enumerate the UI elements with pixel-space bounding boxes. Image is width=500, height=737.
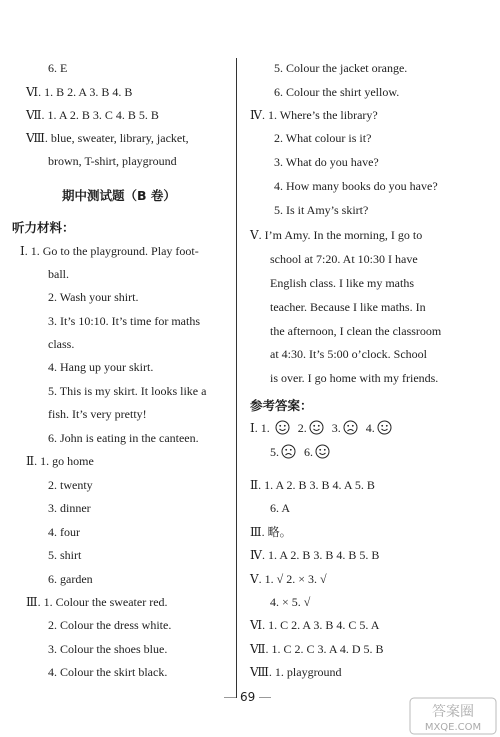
text-line-l22: 2. Colour the dress white. — [48, 618, 172, 632]
smiley-face-icon — [273, 421, 290, 435]
text-line-r19: Ⅴ. 1. √ 2. × 3. √ — [250, 572, 327, 586]
text-line-l24: 4. Colour the skirt black. — [48, 665, 168, 679]
face-answer — [270, 445, 296, 459]
text-line-l5: brown, T-shirt, playground — [48, 154, 177, 168]
text-line-r15: Ⅱ. 1. A 2. B 3. B 4. A 5. B — [250, 478, 375, 492]
text-line-l8: 2. Wash your shirt. — [48, 290, 139, 304]
faces-row-1 — [250, 420, 400, 435]
text-line-r21: Ⅵ. 1. C 2. A 3. B 4. C 5. A — [250, 618, 380, 632]
text-line-r23: Ⅷ. 1. playground — [250, 665, 342, 679]
face-answer — [298, 421, 324, 435]
text-line-l9: 3. It’s 10:10. It’s time for maths — [48, 314, 200, 328]
sad-face-icon — [279, 445, 296, 459]
text-line-l23: 3. Colour the shoes blue. — [48, 642, 168, 656]
face-number: 4. — [365, 421, 375, 435]
answers-heading: 参考答案： — [250, 398, 313, 413]
text-line-r17: Ⅲ. 略。 — [250, 525, 292, 539]
text-line-l6: Ⅰ. 1. Go to the playground. Play foot- — [20, 244, 199, 258]
text-line-l2: Ⅵ. 1. B 2. A 3. B 4. B — [26, 85, 133, 99]
text-line-r18: Ⅳ. 1. A 2. B 3. B 4. B 5. B — [250, 548, 380, 562]
page-number: 69 — [220, 690, 275, 704]
face-answer — [366, 421, 392, 435]
text-line-r6: 4. How many books do you have? — [274, 179, 438, 193]
text-line-l12: 5. This is my skirt. It looks like a — [48, 384, 207, 398]
text-line-l4: Ⅷ. blue, sweater, library, jacket, — [26, 131, 189, 145]
text-line-r20: 4. × 5. √ — [270, 595, 311, 609]
text-line-l15: Ⅱ. 1. go home — [26, 454, 94, 468]
text-line-r1: 5. Colour the jacket orange. — [274, 61, 408, 75]
text-line-r7: 5. Is it Amy’s skirt? — [274, 203, 369, 217]
svg-text:MXQE.COM: MXQE.COM — [424, 722, 482, 733]
svg-text:答案圈: 答案圈 — [432, 704, 474, 720]
face-number: 6. — [304, 445, 313, 459]
face-number: 2. — [297, 421, 307, 435]
text-line-r5: 3. What do you have? — [274, 155, 379, 169]
text-line-r3: Ⅳ. 1. Where’s the library? — [250, 108, 378, 122]
face-answer — [332, 421, 358, 435]
text-line-l11: 4. Hang up your skirt. — [48, 360, 154, 374]
text-line-l20: 6. garden — [48, 572, 93, 586]
faces-row-1-label: Ⅰ. 1. — [250, 421, 270, 435]
text-line-l18: 4. four — [48, 525, 80, 539]
text-line-r13: at 4:30. It’s 5:00 o’clock. School — [270, 347, 427, 361]
listening-heading: 听力材料： — [12, 220, 75, 235]
text-line-l19: 5. shirt — [48, 548, 82, 562]
text-line-r14: is over. I go home with my friends. — [270, 371, 439, 385]
sad-face-icon — [341, 421, 358, 435]
text-line-r11: teacher. Because I like maths. In — [270, 300, 426, 314]
text-line-r2: 6. Colour the shirt yellow. — [274, 85, 400, 99]
watermark-logo-icon — [408, 696, 498, 736]
section-title: 期中测试题（B 卷） — [62, 188, 176, 203]
text-line-l16: 2. twenty — [48, 478, 93, 492]
text-line-l1: 6. E — [48, 61, 68, 75]
face-number: 3. — [331, 421, 341, 435]
text-line-r12: the afternoon, I clean the classroom — [270, 324, 442, 338]
text-line-l10: class. — [48, 337, 75, 351]
text-line-r16: 6. A — [270, 501, 291, 515]
text-line-r22: Ⅶ. 1. C 2. C 3. A 4. D 5. B — [250, 642, 384, 656]
face-answer — [273, 421, 290, 435]
text-line-l21: Ⅲ. 1. Colour the sweater red. — [26, 595, 168, 609]
text-line-l13: fish. It’s very pretty! — [48, 407, 147, 421]
text-line-r9: school at 7:20. At 10:30 I have — [270, 252, 418, 266]
face-number: 5. — [270, 445, 279, 459]
faces-row-2 — [270, 444, 338, 459]
text-line-r4: 2. What colour is it? — [274, 131, 372, 145]
text-line-l17: 3. dinner — [48, 501, 91, 515]
face-answer — [304, 445, 330, 459]
text-line-l3: Ⅶ. 1. A 2. B 3. C 4. B 5. B — [26, 108, 159, 122]
text-line-l14: 6. John is eating in the canteen. — [48, 431, 199, 445]
text-line-r8: Ⅴ. I’m Amy. In the morning, I go to — [250, 228, 423, 242]
smiley-face-icon — [313, 445, 330, 459]
text-line-l7: ball. — [48, 267, 69, 281]
column-divider — [236, 58, 237, 698]
smiley-face-icon — [375, 421, 392, 435]
smiley-face-icon — [307, 421, 324, 435]
text-line-r10: English class. I like my maths — [270, 276, 414, 290]
